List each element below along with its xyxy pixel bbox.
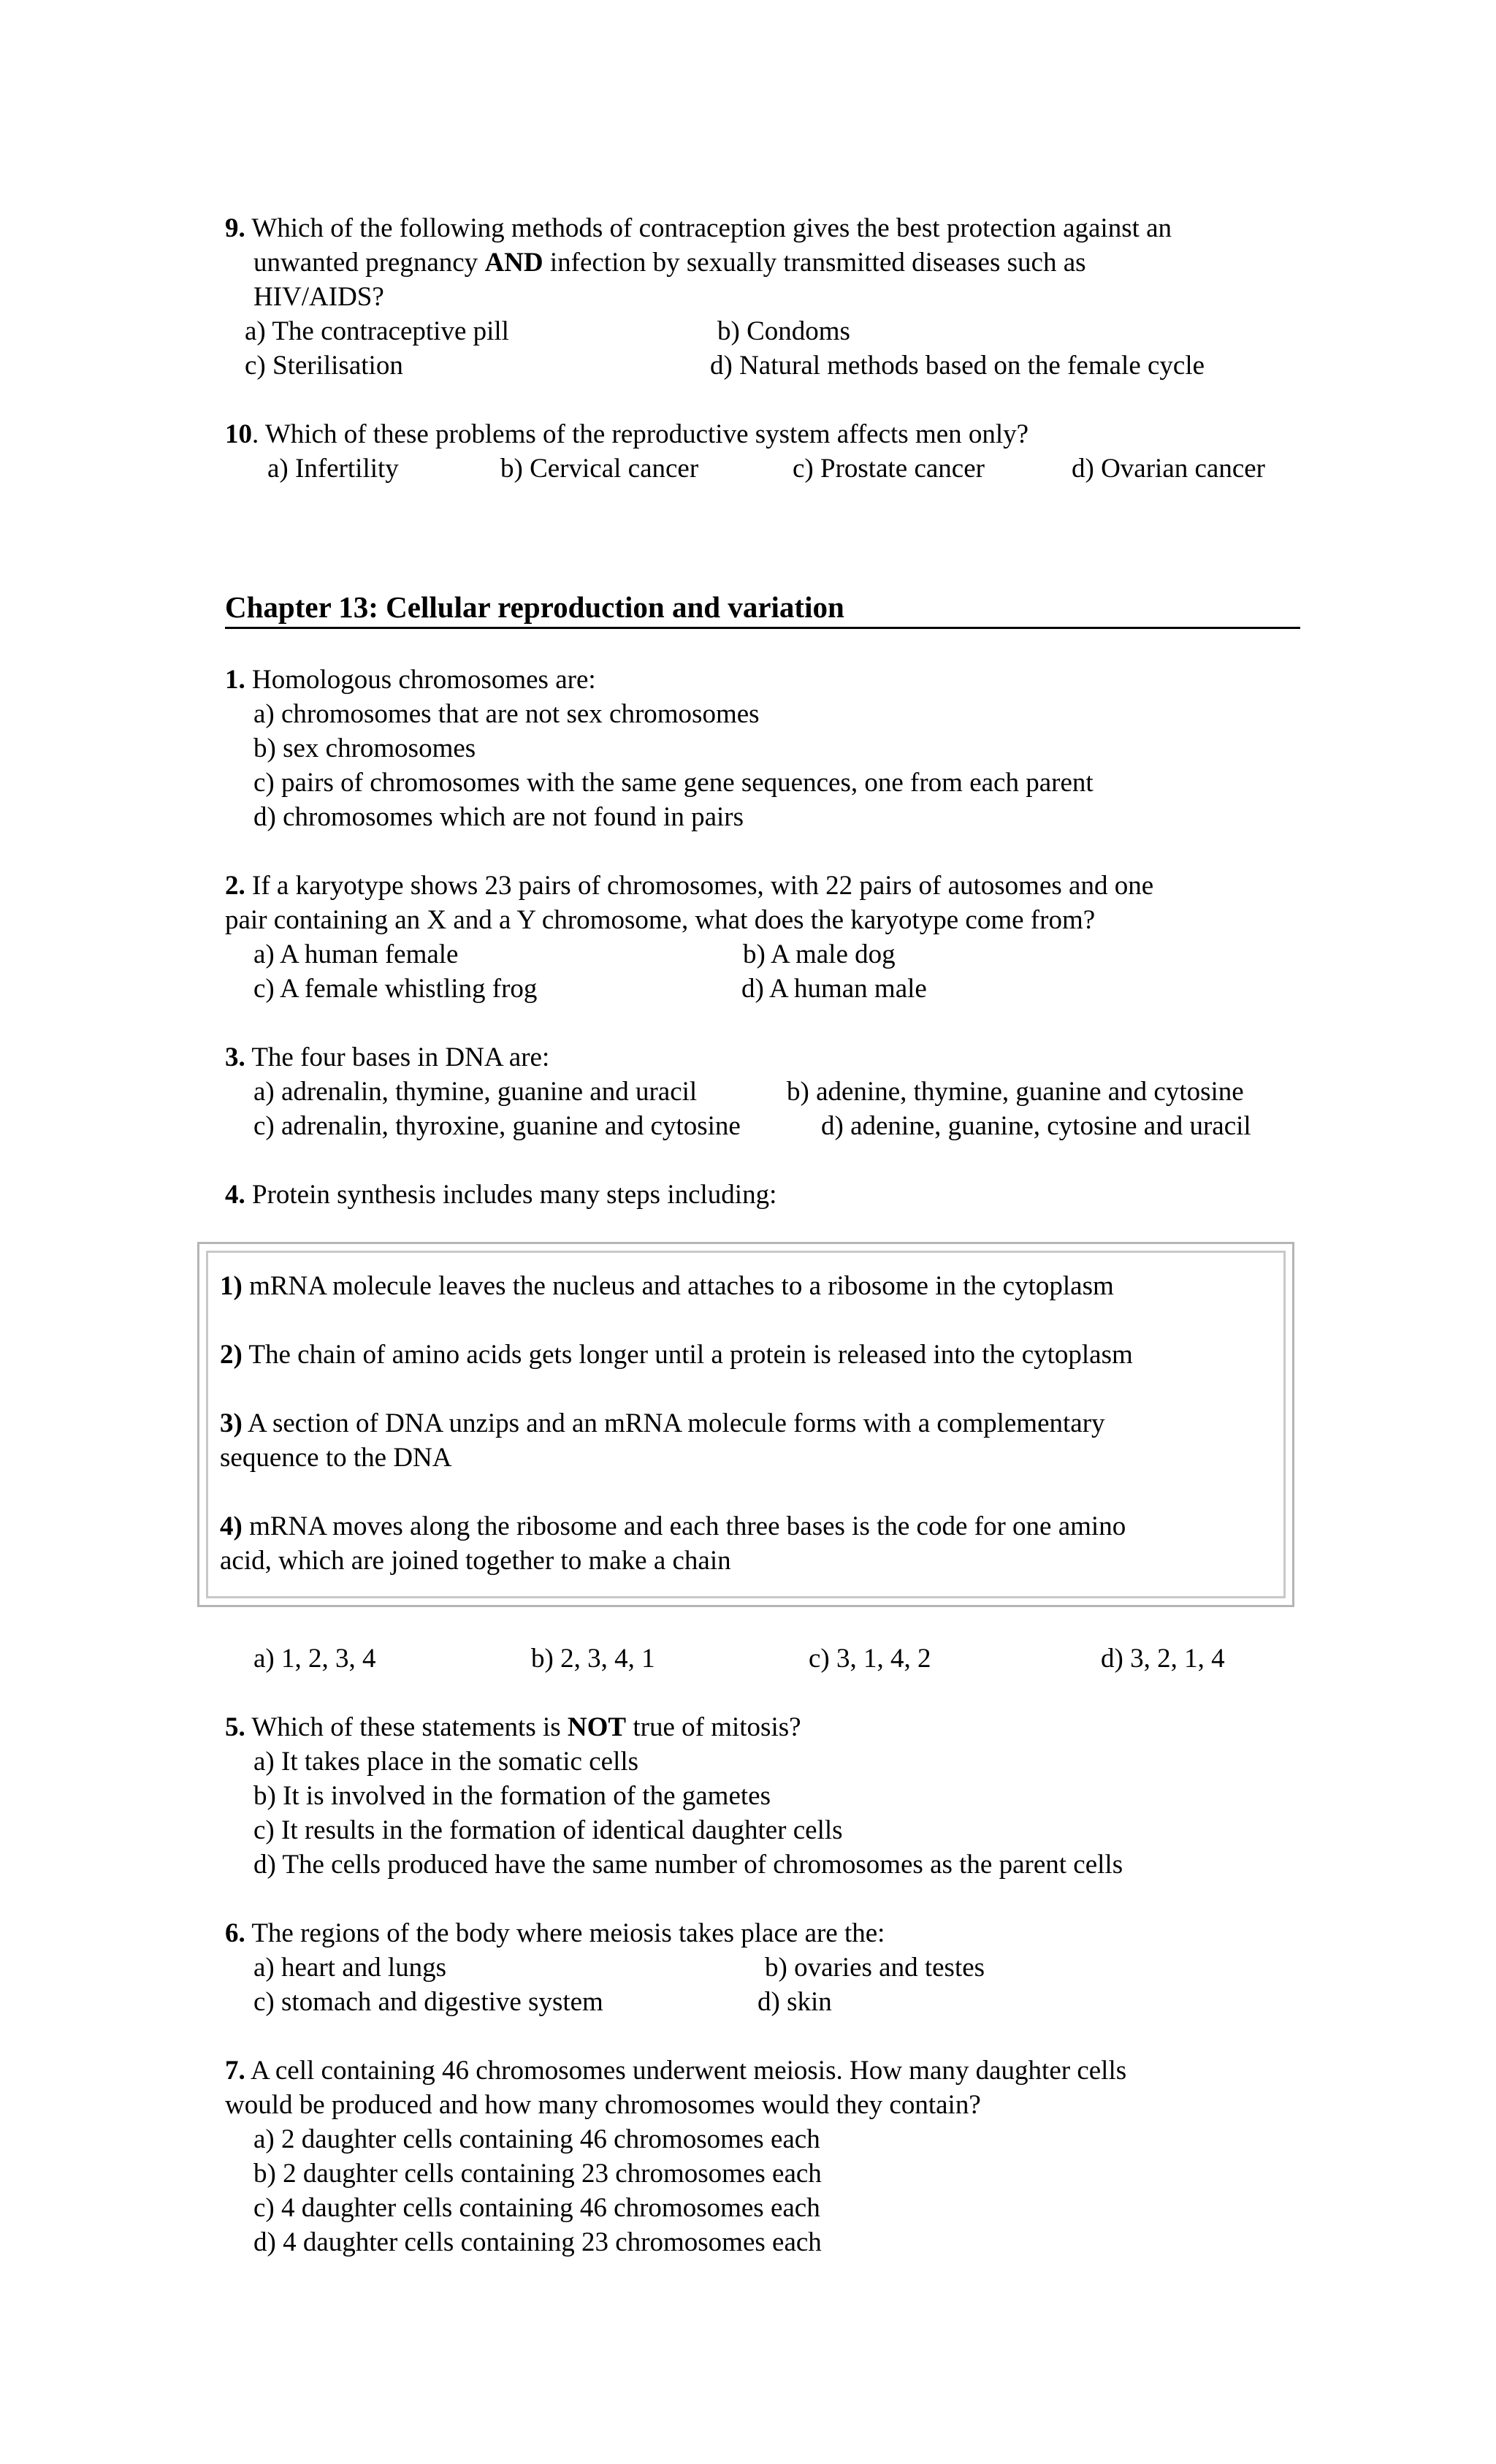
step-1	[220, 1270, 1114, 1303]
q1-text: Homologous chromosomes are:	[245, 665, 596, 695]
q10-option-c: c) Prostate cancer	[793, 454, 985, 484]
q9-option-c: c) Sterilisation	[245, 351, 403, 381]
q6-option-b: b) ovaries and testes	[765, 1953, 985, 1983]
q5-text-post: true of mitosis?	[626, 1712, 801, 1742]
q7-number: 7.	[225, 2056, 245, 2086]
step-1-text: mRNA molecule leaves the nucleus and attaches to a ribosome in the cytoplasm	[242, 1271, 1114, 1301]
q10-line	[225, 418, 1028, 451]
q9-number: 9.	[225, 213, 245, 243]
q3-option-a: a) adrenalin, thymine, guanine and uracil	[253, 1077, 698, 1107]
q7-option-b: b) 2 daughter cells containing 23 chromosomes each	[253, 2159, 822, 2189]
q2-option-b: b) A male dog	[743, 939, 896, 969]
q5-text-pre: Which of these statements is	[245, 1712, 568, 1742]
q6-text: The regions of the body where meiosis takes place are the:	[245, 1918, 885, 1948]
q2-text-line1: If a karyotype shows 23 pairs of chromosomes, with 22 pairs of autosomes and one	[245, 871, 1154, 901]
q9-text-line2-pre: unwanted pregnancy	[253, 248, 485, 278]
q6-option-d: d) skin	[757, 1987, 832, 2017]
step-2	[220, 1338, 1133, 1372]
q10-option-b: b) Cervical cancer	[500, 454, 699, 484]
q2-option-d: d) A human male	[741, 974, 927, 1004]
q1-line	[225, 663, 596, 697]
q4-option-a: a) 1, 2, 3, 4	[253, 1644, 376, 1674]
step-4-number: 4)	[220, 1511, 243, 1541]
q5-option-d: d) The cells produced have the same number of chromosomes as the parent cells	[253, 1850, 1123, 1880]
q10-option-a: a) Infertility	[267, 454, 399, 484]
q2-text-line2: pair containing an X and a Y chromosome, what does the karyotype come from?	[225, 905, 1096, 935]
q5-emphasis-not: NOT	[567, 1712, 627, 1742]
q7-option-d: d) 4 daughter cells containing 23 chromosomes each	[253, 2227, 822, 2257]
q5-option-c: c) It results in the formation of identical daughter cells	[253, 1815, 843, 1845]
q3-option-b: b) adenine, thymine, guanine and cytosine	[787, 1077, 1244, 1107]
q4-number: 4.	[225, 1180, 245, 1210]
q4-option-d: d) 3, 2, 1, 4	[1101, 1644, 1225, 1674]
q9-line2	[253, 246, 1086, 280]
q10-option-d: d) Ovarian cancer	[1072, 454, 1265, 484]
q4-option-c: c) 3, 1, 4, 2	[809, 1644, 931, 1674]
q10-number: 10	[225, 419, 252, 449]
q3-line	[225, 1041, 549, 1075]
step-4-line1	[220, 1510, 1126, 1544]
q6-number: 6.	[225, 1918, 245, 1948]
step-3-text-line2: sequence to the DNA	[220, 1443, 452, 1473]
step-1-number: 1)	[220, 1271, 243, 1301]
chapter-heading: Chapter 13: Cellular reproduction and variation	[225, 588, 1300, 629]
q4-line	[225, 1178, 776, 1212]
q9-text-line1: Which of the following methods of contraception gives the best protection against an	[251, 213, 1172, 243]
q1-option-d: d) chromosomes which are not found in pairs	[253, 802, 744, 832]
q6-option-a: a) heart and lungs	[253, 1953, 447, 1983]
step-2-number: 2)	[220, 1340, 243, 1370]
q6-option-c: c) stomach and digestive system	[253, 1987, 603, 2017]
q9-text-line3: HIV/AIDS?	[253, 282, 384, 312]
q3-text: The four bases in DNA are:	[245, 1042, 550, 1072]
q7-text-line1: A cell containing 46 chromosomes underwent meiosis. How many daughter cells	[245, 2056, 1127, 2086]
q6-line	[225, 1917, 885, 1950]
step-3-text-line1: A section of DNA unzips and an mRNA molecule forms with a complementary	[242, 1408, 1105, 1438]
q7-line1	[225, 2054, 1126, 2088]
q2-option-a: a) A human female	[253, 939, 459, 969]
q9-option-b: b) Condoms	[717, 316, 850, 346]
q1-option-c: c) pairs of chromosomes with the same gene sequences, one from each parent	[253, 768, 1094, 798]
q5-option-a: a) It takes place in the somatic cells	[253, 1747, 639, 1777]
q3-option-d: d) adenine, guanine, cytosine and uracil	[821, 1111, 1251, 1141]
q2-number: 2.	[225, 871, 245, 901]
q4-option-b: b) 2, 3, 4, 1	[531, 1644, 655, 1674]
q9-text-line2-post: infection by sexually transmitted diseases such as	[543, 248, 1086, 278]
q5-option-b: b) It is involved in the formation of the gametes	[253, 1781, 771, 1811]
q9-option-a: a) The contraceptive pill	[245, 316, 509, 346]
q5-line	[225, 1711, 801, 1744]
q3-number: 3.	[225, 1042, 245, 1072]
q1-number: 1.	[225, 665, 245, 695]
q1-option-a: a) chromosomes that are not sex chromosomes	[253, 699, 760, 729]
step-3-number: 3)	[220, 1408, 243, 1438]
q7-option-a: a) 2 daughter cells containing 46 chromosomes each	[253, 2124, 820, 2154]
step-4-text-line1: mRNA moves along the ribosome and each three bases is the code for one amino	[242, 1511, 1126, 1541]
q2-line1	[225, 869, 1153, 903]
q1-option-b: b) sex chromosomes	[253, 733, 476, 763]
q9-line1	[225, 212, 1172, 245]
step-3-line1	[220, 1407, 1105, 1441]
step-4-text-line2: acid, which are joined together to make a chain	[220, 1546, 731, 1576]
q10-text: . Which of these problems of the reproductive system affects men only?	[252, 419, 1029, 449]
q5-number: 5.	[225, 1712, 245, 1742]
q2-option-c: c) A female whistling frog	[253, 974, 538, 1004]
q3-option-c: c) adrenalin, thyroxine, guanine and cytosine	[253, 1111, 741, 1141]
q7-option-c: c) 4 daughter cells containing 46 chromosomes each	[253, 2193, 820, 2223]
q4-text: Protein synthesis includes many steps including:	[245, 1180, 777, 1210]
q9-emphasis-and: AND	[484, 248, 543, 278]
q9-option-d: d) Natural methods based on the female cycle	[710, 351, 1205, 381]
step-2-text: The chain of amino acids gets longer until a protein is released into the cytoplasm	[242, 1340, 1133, 1370]
q7-text-line2: would be produced and how many chromosomes would they contain?	[225, 2090, 981, 2120]
